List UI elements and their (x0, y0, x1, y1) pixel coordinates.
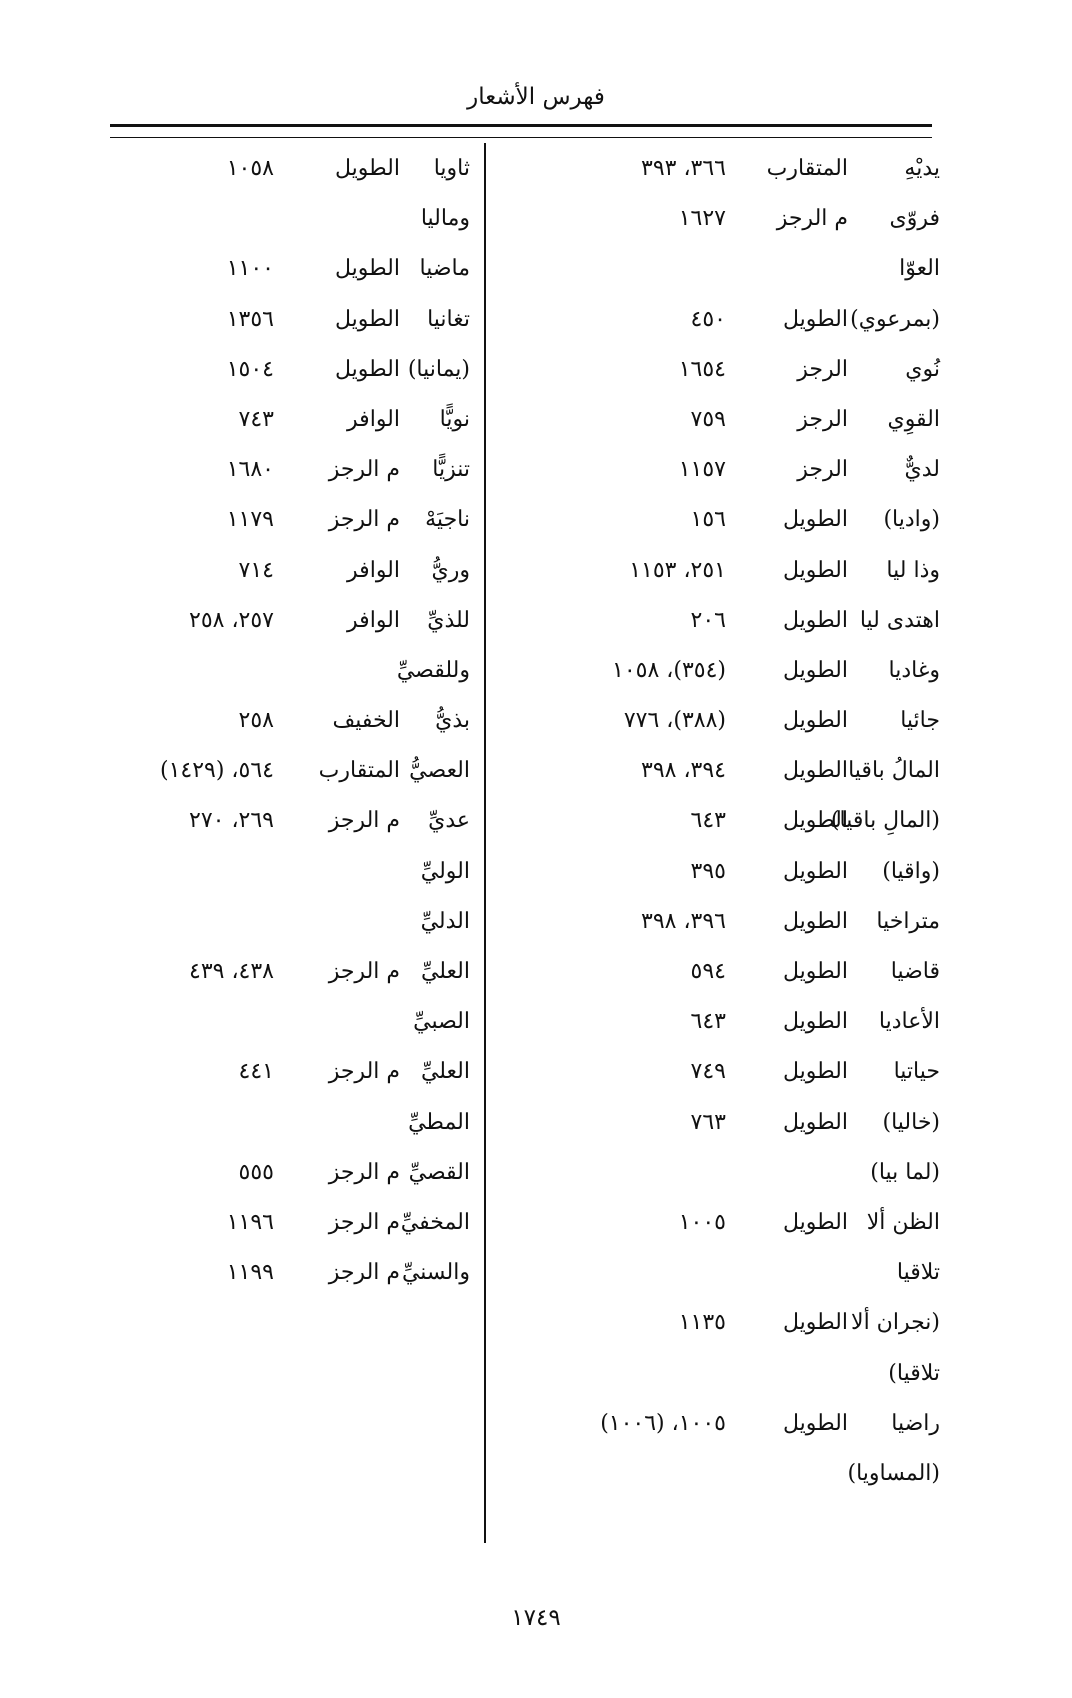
entry-pages: ١١٩٩ (226, 1260, 274, 1286)
entry-pages: ١١٩٦ (226, 1209, 274, 1235)
entry-meter: المتقارب (766, 156, 848, 181)
entry-word: العوّا (899, 256, 940, 282)
index-entry (110, 495, 470, 545)
index-entry (520, 847, 940, 897)
entry-pages: ٧٦٣ (690, 1109, 726, 1135)
index-entry (110, 144, 470, 194)
entry-word: فروّى (889, 206, 940, 232)
entry-word: (بمرعوي) (850, 306, 940, 332)
entry-meter: الطويل (782, 1009, 848, 1035)
entry-word: تغانيا (427, 306, 470, 332)
entry-pages: ١١٧٩ (226, 507, 274, 533)
index-entry (110, 295, 470, 345)
index-entry (520, 1298, 940, 1348)
entry-word: وللقصيِّ (396, 657, 470, 683)
entry-word: ناجيَهْ (425, 507, 470, 533)
entry-word: الوليِّ (420, 858, 470, 884)
index-entry (110, 596, 470, 646)
entry-meter: الطويل (782, 858, 848, 884)
entry-meter: الطويل (782, 808, 848, 834)
entry-word: (يمانيا) (407, 356, 470, 382)
entry-word: الظن ألا (866, 1209, 940, 1235)
index-entry (520, 194, 940, 244)
index-entry (110, 746, 470, 796)
index-entry (520, 295, 940, 345)
entry-meter: م الرجز (328, 1059, 400, 1085)
entry-meter: الطويل (782, 908, 848, 934)
index-entry (520, 646, 940, 696)
entry-pages: (٣٥٤)، ١٠٥٨ (612, 657, 726, 683)
entry-pages: ٢٥٧، ٢٥٨ (189, 607, 274, 633)
entry-word: العليِّ (420, 1059, 470, 1085)
entry-meter: الخفيف (332, 708, 400, 734)
entry-word: والسنيِّ (401, 1260, 470, 1286)
index-entry (110, 1148, 470, 1198)
index-entry (110, 696, 470, 746)
entry-meter: الوافر (347, 406, 400, 432)
entry-word: (واقيا) (882, 858, 940, 884)
entry-meter: الوافر (347, 557, 400, 583)
page-number: ١٧٤٩ (511, 1605, 561, 1631)
entry-pages: ٣٩٥ (690, 858, 726, 884)
entry-meter: م الرجز (328, 808, 400, 834)
entry-word: العصيُّ (409, 758, 470, 784)
index-entry (110, 194, 470, 244)
entry-pages: ١٠٠٥ (678, 1209, 726, 1235)
page-header-title: فهرس الأشعار (467, 84, 605, 110)
right-column (520, 144, 940, 1499)
entry-word: (واديا) (883, 507, 940, 533)
entry-meter: الوافر (347, 607, 400, 633)
entry-pages: ٥٩٤ (690, 959, 726, 984)
index-entry (520, 1449, 940, 1499)
entry-meter: م الرجز (776, 206, 848, 232)
entry-word: تلاقيا) (888, 1360, 940, 1386)
entry-word: القوِي (887, 406, 940, 432)
entry-pages: ٢٦٩، ٢٧٠ (189, 808, 274, 834)
entry-pages: ٢٠٦ (690, 607, 726, 633)
index-entry (520, 746, 940, 796)
index-entry (110, 445, 470, 495)
entry-pages: ١٦٥٤ (678, 356, 726, 382)
entry-pages: ١١٣٥ (678, 1310, 726, 1336)
index-entry (110, 1198, 470, 1248)
entry-meter: م الرجز (328, 457, 400, 483)
index-entry (520, 445, 940, 495)
index-entry (520, 546, 940, 596)
entry-pages: ٧٤٣ (238, 406, 274, 432)
entry-pages: ٦٤٣ (690, 808, 726, 834)
entry-word: جائيا (900, 708, 940, 734)
entry-word: نويًّا (439, 406, 470, 432)
entry-meter: الطويل (334, 306, 400, 332)
index-entry (520, 1098, 940, 1148)
index-entry (520, 1349, 940, 1399)
index-entry (110, 796, 470, 846)
entry-word: القصيِّ (408, 1159, 470, 1185)
entry-meter: الطويل (782, 557, 848, 583)
entry-meter: الطويل (782, 607, 848, 633)
entry-pages: ٤٥٠ (690, 306, 726, 332)
entry-word: قاضيا (890, 959, 940, 984)
index-entry (110, 947, 470, 997)
entry-meter: الطويل (782, 306, 848, 332)
entry-pages: ٥٥٥ (238, 1159, 274, 1185)
index-entry (110, 546, 470, 596)
entry-meter: الطويل (782, 1059, 848, 1085)
entry-pages: ٧١٤ (238, 557, 274, 583)
entry-pages: ٢٥١، ١١٥٣ (629, 557, 726, 583)
index-entry (520, 1047, 940, 1097)
entry-pages: ٣٩٦، ٣٩٨ (641, 908, 726, 934)
entry-word: (خاليا) (882, 1109, 940, 1135)
entry-word: المخفيِّ (400, 1209, 470, 1235)
entry-word: العليِّ (420, 959, 470, 984)
entry-meter: الطويل (334, 256, 400, 282)
entry-word: عديِّ (428, 808, 470, 834)
entry-word: ماضيا (419, 256, 470, 282)
header-rule-thick (110, 124, 932, 127)
entry-word: وماليا (420, 206, 470, 232)
index-entry (520, 997, 940, 1047)
entry-meter: الرجز (797, 406, 848, 432)
entry-word: الأعاديا (878, 1009, 940, 1035)
entry-meter: الطويل (782, 1310, 848, 1336)
index-entry (110, 897, 470, 947)
index-entry (520, 1198, 940, 1248)
entry-word: يديْهِ (904, 156, 940, 181)
entry-pages: ١٠٥٨ (226, 156, 274, 181)
entry-meter: الطويل (782, 1209, 848, 1235)
header-rule-thin (110, 137, 932, 138)
index-entry (520, 144, 940, 194)
index-entry (110, 345, 470, 395)
entry-pages: ١٦٨٠ (226, 457, 274, 483)
entry-pages: ٣٦٦، ٣٩٣ (641, 156, 726, 181)
entry-word: بذيُّ (435, 708, 470, 734)
entry-word: للذيِّ (427, 607, 470, 633)
entry-word: نُوي (905, 356, 940, 382)
entry-word: تلاقيا (896, 1260, 940, 1286)
entry-word: وريُّ (431, 557, 470, 583)
entry-word: (المالِ باقيا) (830, 808, 940, 834)
index-entry (520, 345, 940, 395)
entry-pages: ١٥٦ (690, 507, 726, 533)
entry-meter: الطويل (782, 657, 848, 683)
index-entry (110, 646, 470, 696)
entry-meter: م الرجز (328, 1260, 400, 1286)
entry-pages: ١١٠٠ (226, 256, 274, 282)
entry-pages: ٧٥٩ (690, 406, 726, 432)
entry-meter: الطويل (782, 1109, 848, 1135)
entry-word: الصبيِّ (413, 1009, 470, 1035)
index-entry (110, 244, 470, 294)
entry-pages: ١٠٠٥، (١٠٠٦) (600, 1410, 726, 1436)
entry-meter: الطويل (782, 507, 848, 533)
entry-pages: ١٥٠٤ (226, 356, 274, 382)
entry-pages: ١٣٥٦ (226, 306, 274, 332)
entry-meter: الرجز (797, 457, 848, 483)
index-entry (520, 1148, 940, 1198)
index-entry (520, 1399, 940, 1449)
entry-pages: ١٦٢٧ (678, 206, 726, 232)
left-column (110, 144, 470, 1298)
index-entry (110, 395, 470, 445)
entry-word: الدليِّ (420, 908, 470, 934)
entry-meter: الرجز (797, 356, 848, 382)
entry-word: اهتدى ليا (859, 607, 940, 633)
entry-pages: ٦٤٣ (690, 1009, 726, 1035)
index-entry (520, 495, 940, 545)
column-divider (484, 143, 486, 1543)
entry-pages: ٥٦٤، (١٤٢٩) (160, 758, 274, 784)
index-entry (520, 244, 940, 294)
entry-word: تنزيًّا (432, 457, 470, 483)
index-entry (520, 696, 940, 746)
index-entry (520, 897, 940, 947)
entry-meter: م الرجز (328, 1159, 400, 1185)
entry-meter: الطويل (782, 959, 848, 984)
entry-word: لديٌّ (904, 457, 940, 483)
entry-word: المطيِّ (408, 1109, 470, 1135)
entry-pages: ١١٥٧ (678, 457, 726, 483)
entry-meter: الطويل (782, 758, 848, 784)
entry-pages: ٤٣٨، ٤٣٩ (189, 959, 274, 984)
entry-word: وغاديا (888, 657, 940, 683)
entry-meter: الطويل (782, 1410, 848, 1436)
entry-pages: (٣٨٨)، ٧٧٦ (623, 708, 726, 734)
entry-word: متراخيا (876, 908, 940, 934)
index-entry (110, 847, 470, 897)
index-entry (110, 1047, 470, 1097)
entry-word: (نجران ألا (851, 1310, 940, 1336)
index-entry (110, 1248, 470, 1298)
index-entry (110, 997, 470, 1047)
index-entry (520, 596, 940, 646)
entry-pages: ٧٤٩ (690, 1059, 726, 1085)
entry-pages: ٢٥٨ (238, 708, 274, 734)
entry-meter: المتقارب (318, 758, 400, 784)
entry-word: ثاويا (433, 156, 470, 181)
index-entry (520, 947, 940, 997)
entry-word: راضيا (891, 1410, 940, 1436)
index-entry (520, 395, 940, 445)
entry-meter: الطويل (334, 356, 400, 382)
entry-word: (لما بيا) (870, 1159, 940, 1185)
entry-meter: م الرجز (328, 1209, 400, 1235)
entry-word: (المساويا) (847, 1460, 940, 1486)
entry-word: وذا ليا (886, 557, 940, 583)
index-entry (110, 1098, 470, 1148)
entry-word: المالُ باقيا (848, 758, 940, 784)
entry-pages: ٤٤١ (238, 1059, 274, 1085)
index-entry (520, 1248, 940, 1298)
entry-meter: الطويل (782, 708, 848, 734)
entry-meter: الطويل (334, 156, 400, 181)
entry-word: حياتيا (893, 1059, 940, 1085)
index-entry (520, 796, 940, 846)
entry-pages: ٣٩٤، ٣٩٨ (641, 758, 726, 784)
entry-meter: م الرجز (328, 507, 400, 533)
entry-meter: م الرجز (328, 959, 400, 984)
